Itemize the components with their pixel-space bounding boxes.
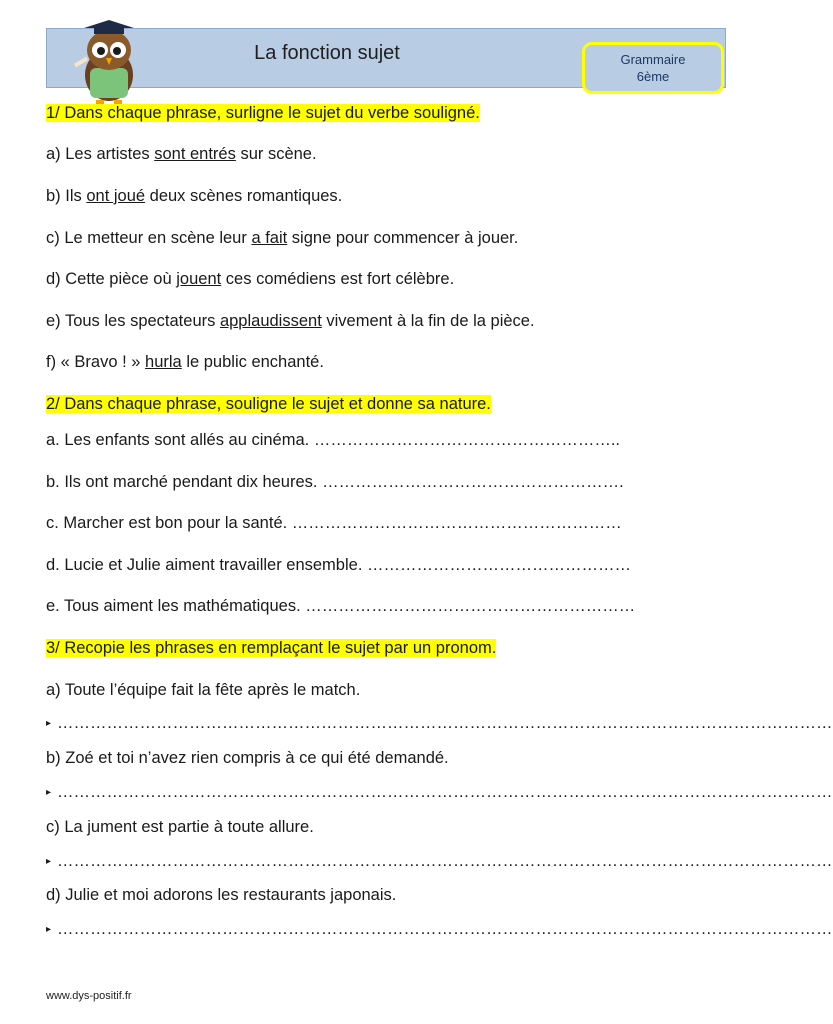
arrow-right-icon: ▸ — [46, 924, 52, 936]
ex3-answer-line-d[interactable]: ▸ …………………………………………………………………………………………………………………………… — [46, 920, 833, 938]
owl-teacher-icon — [66, 20, 152, 110]
ex3-item-d: d) Julie et moi adorons les restaurants japonais. — [46, 886, 397, 904]
ex1-item-d: d) Cette pièce où jouent ces comédiens est fort célèbre. — [46, 270, 455, 288]
ex2-item-a: a. Les enfants sont allés au cinéma. ……………………………………………….. — [46, 431, 620, 449]
ex3-item-c: c) La jument est partie à toute allure. — [46, 818, 314, 836]
ex3-item-b: b) Zoé et toi n’avez rien compris à ce qui été demandé. — [46, 749, 449, 767]
ex1-item-e: e) Tous les spectateurs applaudissent vivement à la fin de la pièce. — [46, 312, 535, 330]
ex3-item-a: a) Toute l’équipe fait la fête après le match. — [46, 681, 361, 699]
exercise-3-heading: 3/ Recopie les phrases en remplaçant le sujet par un pronom. — [46, 639, 497, 657]
ex2-item-d: d. Lucie et Julie aiment travailler ensemble. ………………………………………… — [46, 556, 631, 574]
badge-subject: Grammaire — [620, 52, 686, 67]
ex2-item-e: e. Tous aiment les mathématiques. …………………………………………………… — [46, 597, 636, 615]
arrow-right-icon: ▸ — [46, 718, 52, 730]
page-title: La fonction sujet — [254, 42, 400, 64]
ex1-item-a: a) Les artistes sont entrés sur scène. — [46, 145, 317, 163]
ex1-item-c: c) Le metteur en scène leur a fait signe pour commencer à jouer. — [46, 229, 519, 247]
badge-level: 6ème — [636, 69, 670, 84]
ex1-item-f: f) « Bravo ! » hurla le public enchanté. — [46, 353, 324, 371]
grade-badge — [582, 42, 724, 94]
ex3-answer-line-a[interactable]: ▸ …………………………………………………………………………………………………………………………… — [46, 714, 833, 732]
ex2-item-c: c. Marcher est bon pour la santé. …………………………………………………… — [46, 514, 622, 532]
ex3-answer-line-c[interactable]: ▸ …………………………………………………………………………………………………………………………… — [46, 852, 833, 870]
ex2-item-b: b. Ils ont marché pendant dix heures. ………………………………………………. — [46, 473, 624, 491]
ex1-item-b: b) Ils ont joué deux scènes romantiques. — [46, 187, 343, 205]
arrow-right-icon: ▸ — [46, 856, 52, 868]
arrow-right-icon: ▸ — [46, 787, 52, 799]
exercise-1-heading: 1/ Dans chaque phrase, surligne le sujet du verbe souligné. — [46, 104, 480, 122]
footer-url: www.dys-positif.fr — [46, 990, 132, 1002]
ex3-answer-line-b[interactable]: ▸ …………………………………………………………………………………………………………………………… — [46, 783, 833, 801]
exercise-2-heading: 2/ Dans chaque phrase, souligne le sujet et donne sa nature. — [46, 395, 491, 413]
